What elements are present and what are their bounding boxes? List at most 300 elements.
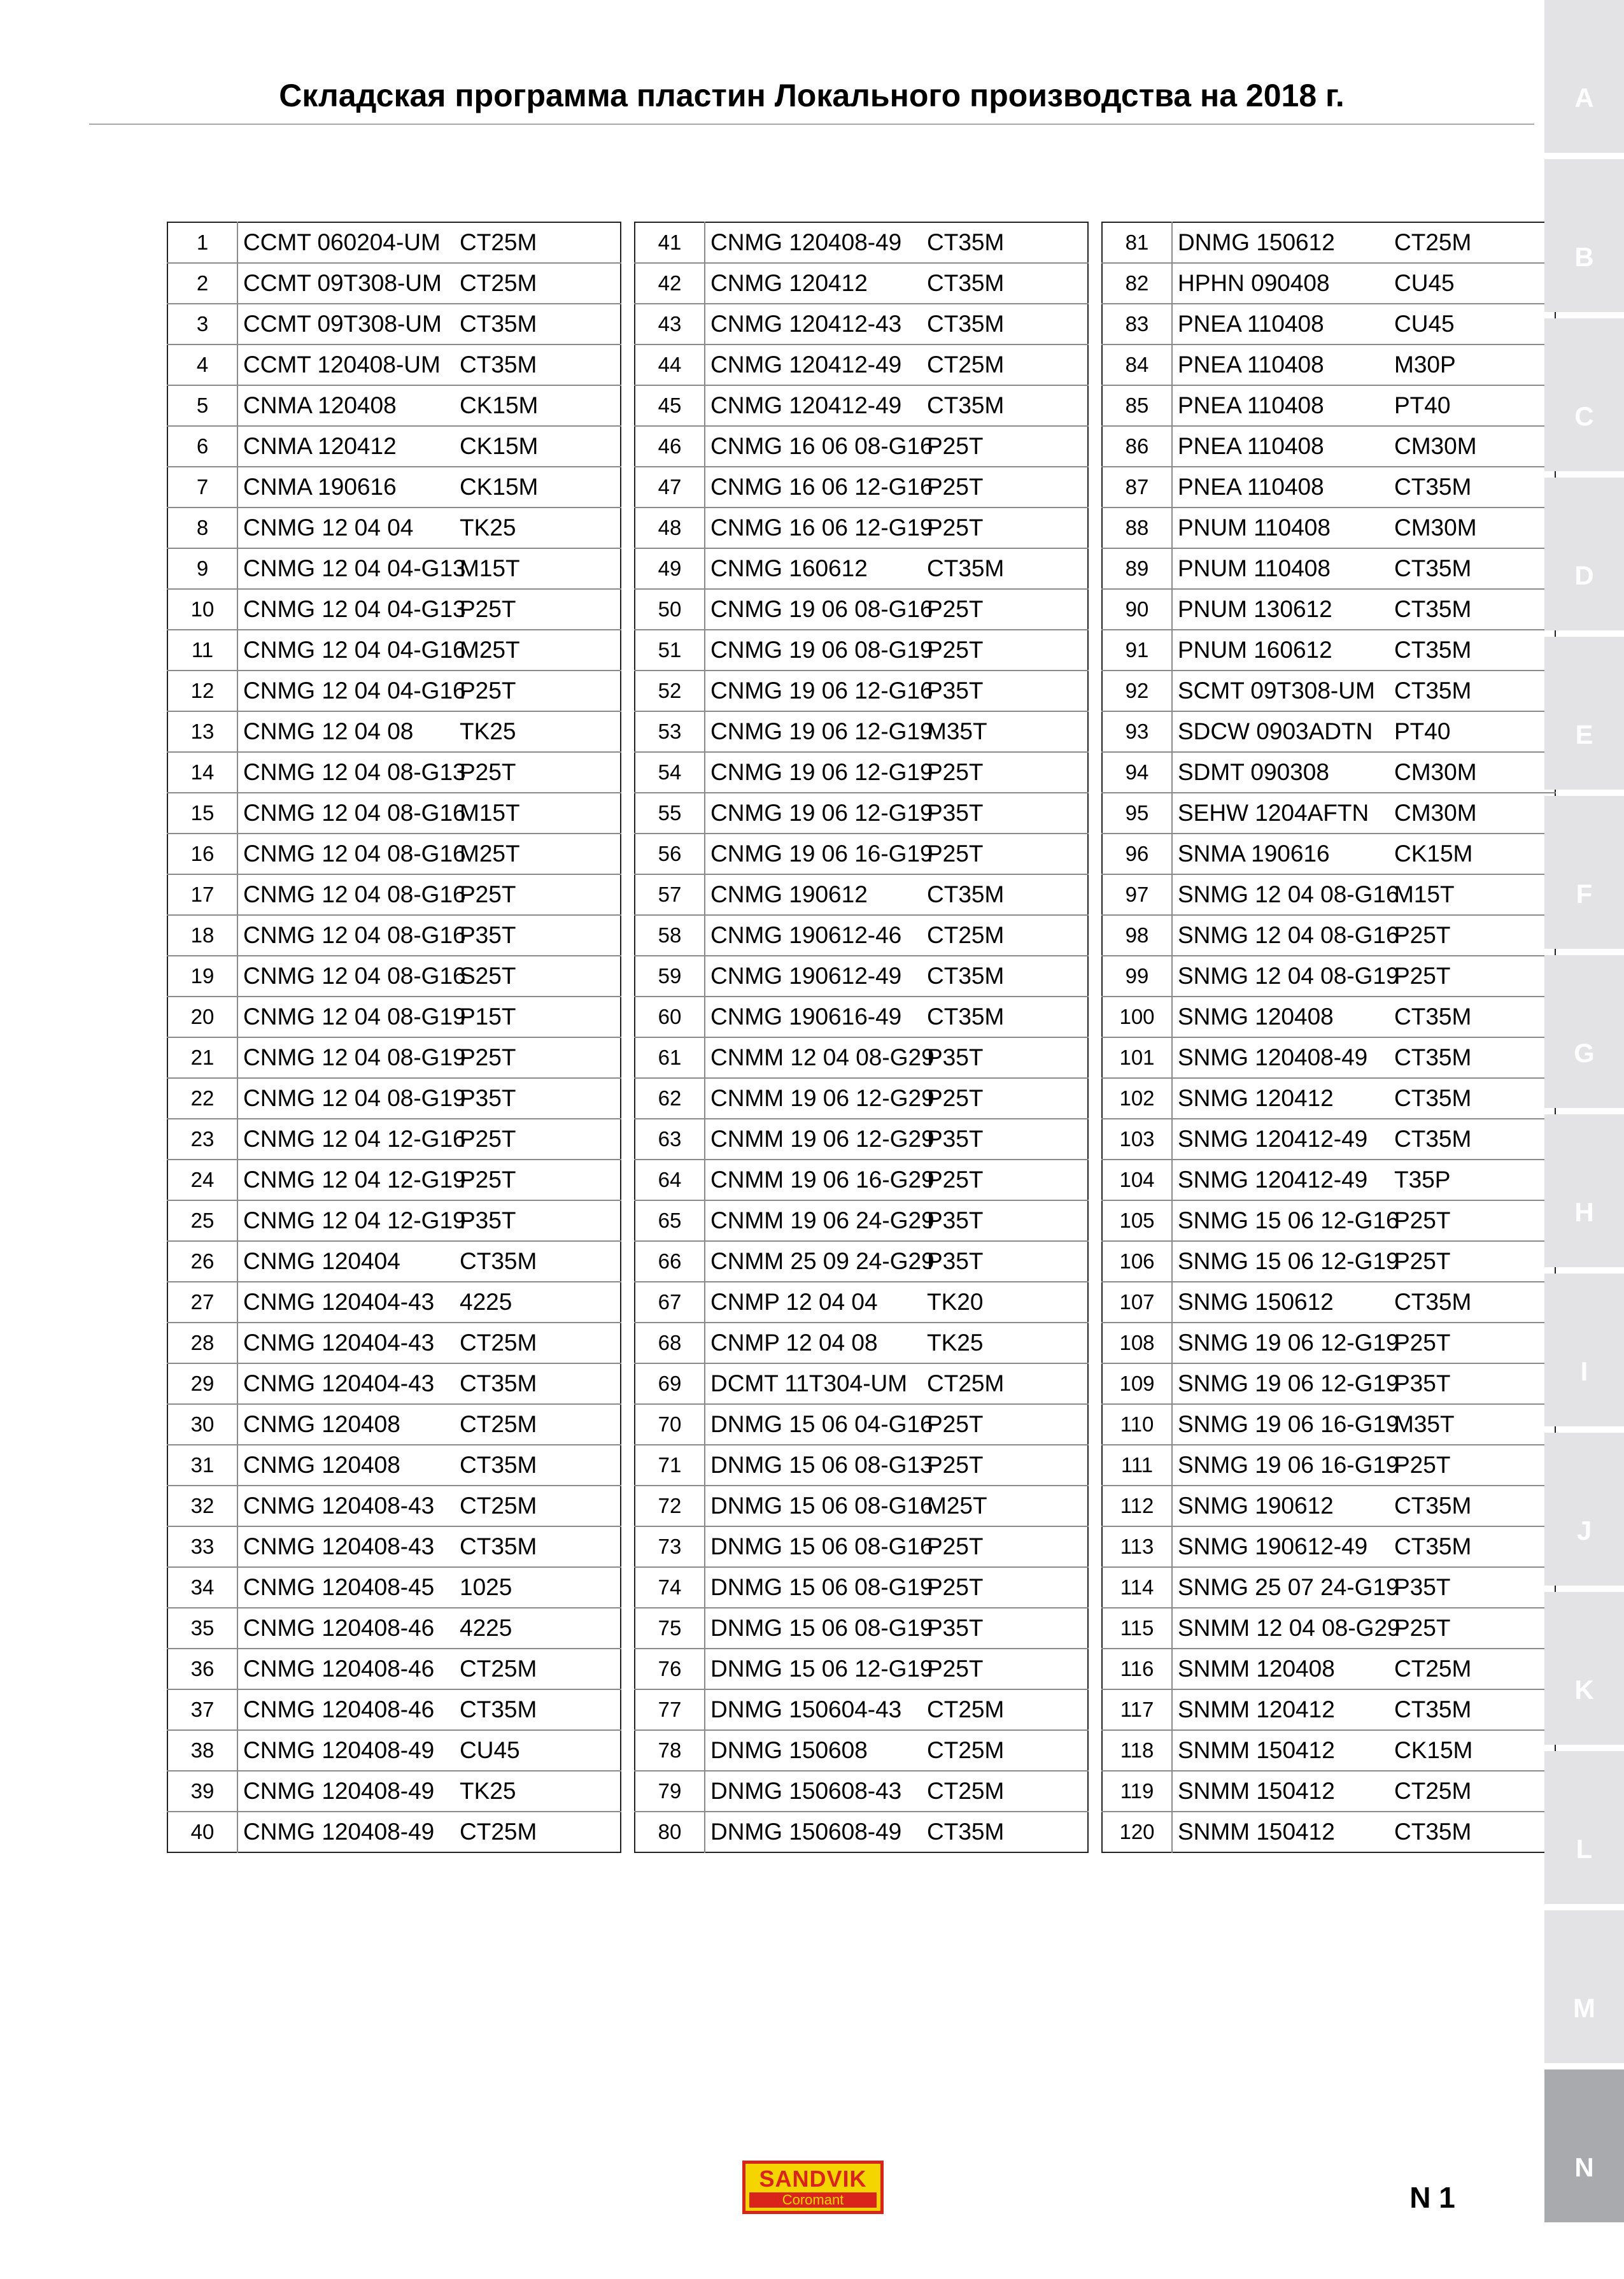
insert-grade: CT25M bbox=[1394, 1656, 1472, 1682]
insert-designation: PNUM 110408 bbox=[1178, 555, 1331, 581]
insert-grade: CT35M bbox=[460, 311, 537, 337]
table-row bbox=[167, 1567, 621, 1608]
insert-designation: CNMG 120412-49 bbox=[710, 392, 902, 418]
insert-grade: CT35M bbox=[460, 1533, 537, 1559]
insert-designation: CNMG 12 04 12-G19 bbox=[243, 1207, 466, 1233]
row-number: 41 bbox=[635, 222, 705, 263]
row-number: 94 bbox=[1102, 752, 1172, 793]
table-row bbox=[635, 589, 1088, 630]
insert-designation: CNMP 12 04 04 bbox=[710, 1289, 878, 1315]
table-row bbox=[635, 1241, 1088, 1282]
insert-grade: M35T bbox=[927, 718, 987, 744]
insert-designation: CNMM 19 06 12-G29 bbox=[710, 1085, 935, 1111]
row-number: 120 bbox=[1102, 1812, 1172, 1852]
insert-cell bbox=[1172, 1486, 1555, 1526]
row-number: 54 bbox=[635, 752, 705, 793]
table-row bbox=[635, 671, 1088, 711]
insert-cell bbox=[237, 752, 621, 793]
insert-designation: CNMG 120408-46 bbox=[243, 1656, 435, 1682]
insert-grade: P25T bbox=[927, 1656, 984, 1682]
table-row bbox=[1102, 1037, 1555, 1078]
insert-cell bbox=[705, 467, 1088, 508]
table-row bbox=[1102, 793, 1555, 834]
insert-designation: CNMG 12 04 08-G16 bbox=[243, 881, 466, 907]
insert-cell bbox=[1172, 997, 1555, 1037]
row-number: 20 bbox=[167, 997, 237, 1037]
table-row bbox=[167, 1812, 621, 1852]
insert-designation: DNMG 150608 bbox=[710, 1737, 868, 1763]
table-row bbox=[635, 1567, 1088, 1608]
row-number: 51 bbox=[635, 630, 705, 671]
insert-cell bbox=[705, 1730, 1088, 1771]
row-number: 109 bbox=[1102, 1363, 1172, 1404]
insert-grade: P15T bbox=[460, 1004, 516, 1030]
tab-g[interactable]: G bbox=[1544, 955, 1624, 1108]
insert-grade: P25T bbox=[1394, 1615, 1451, 1641]
insert-grade: CT35M bbox=[460, 1696, 537, 1722]
row-number: 44 bbox=[635, 344, 705, 385]
table-row bbox=[167, 834, 621, 874]
insert-grade: P25T bbox=[927, 1167, 984, 1193]
insert-cell bbox=[705, 752, 1088, 793]
insert-cell bbox=[237, 263, 621, 304]
insert-designation: DNMG 15 06 08-G19 bbox=[710, 1574, 933, 1600]
insert-cell bbox=[237, 589, 621, 630]
insert-grade: CT35M bbox=[927, 1004, 1005, 1030]
table-row bbox=[167, 874, 621, 915]
row-number: 75 bbox=[635, 1608, 705, 1649]
insert-designation: CNMA 120408 bbox=[243, 392, 397, 418]
table-row bbox=[635, 874, 1088, 915]
insert-designation: CNMG 19 06 12-G19 bbox=[710, 800, 933, 826]
insert-cell bbox=[237, 1649, 621, 1689]
insert-grade: CM30M bbox=[1394, 800, 1477, 826]
insert-grade: CU45 bbox=[1394, 270, 1455, 296]
table-row bbox=[1102, 1119, 1555, 1160]
row-number: 10 bbox=[167, 589, 237, 630]
insert-grade: CT25M bbox=[1394, 229, 1472, 255]
table-row bbox=[167, 1608, 621, 1649]
insert-cell bbox=[705, 1486, 1088, 1526]
insert-grade: P35T bbox=[927, 1615, 984, 1641]
insert-cell bbox=[1172, 834, 1555, 874]
table-row bbox=[167, 752, 621, 793]
table-row bbox=[167, 304, 621, 344]
table-row bbox=[1102, 1241, 1555, 1282]
insert-grade: P35T bbox=[927, 800, 984, 826]
table-row bbox=[167, 1771, 621, 1812]
insert-designation: CNMG 120408 bbox=[243, 1411, 400, 1437]
insert-cell bbox=[237, 385, 621, 426]
insert-grade: CT35M bbox=[1394, 678, 1472, 704]
row-number: 115 bbox=[1102, 1608, 1172, 1649]
insert-cell bbox=[1172, 874, 1555, 915]
table-row bbox=[167, 1689, 621, 1730]
insert-grade: M35T bbox=[1394, 1411, 1455, 1437]
insert-grade: CT35M bbox=[927, 555, 1005, 581]
insert-cell bbox=[1172, 1649, 1555, 1689]
insert-cell bbox=[705, 671, 1088, 711]
insert-grade: TK25 bbox=[927, 1330, 984, 1356]
table-row bbox=[167, 630, 621, 671]
insert-cell bbox=[1172, 793, 1555, 834]
insert-grade: M15T bbox=[1394, 881, 1455, 907]
insert-designation: SNMG 190612 bbox=[1178, 1493, 1334, 1519]
insert-grade: P35T bbox=[460, 1207, 516, 1233]
insert-grade: CT35M bbox=[927, 1819, 1005, 1845]
insert-cell bbox=[237, 1200, 621, 1241]
table-row bbox=[1102, 1282, 1555, 1323]
insert-cell bbox=[705, 793, 1088, 834]
page-number: N 1 bbox=[1409, 2181, 1455, 2214]
row-number: 53 bbox=[635, 711, 705, 752]
insert-grade: P35T bbox=[460, 1085, 516, 1111]
insert-cell bbox=[1172, 1445, 1555, 1486]
insert-grade: CT35M bbox=[927, 963, 1005, 989]
insert-grade: CK15M bbox=[460, 474, 539, 500]
insert-designation: DNMG 150604-43 bbox=[710, 1696, 902, 1722]
table-row bbox=[1102, 752, 1555, 793]
insert-cell bbox=[237, 997, 621, 1037]
table-row bbox=[167, 1078, 621, 1119]
insert-grade: CM30M bbox=[1394, 759, 1477, 785]
logo-brand: SANDVIK bbox=[759, 2166, 867, 2192]
row-number: 37 bbox=[167, 1689, 237, 1730]
insert-cell bbox=[1172, 671, 1555, 711]
insert-designation: CNMG 190612 bbox=[710, 881, 868, 907]
insert-designation: CNMG 12 04 08-G16 bbox=[243, 922, 466, 948]
insert-cell bbox=[705, 508, 1088, 548]
table-row bbox=[635, 426, 1088, 467]
insert-designation: SNMG 190612-49 bbox=[1178, 1533, 1368, 1559]
tab-l[interactable]: L bbox=[1544, 1751, 1624, 1904]
row-number: 3 bbox=[167, 304, 237, 344]
insert-designation: CNMG 190612-49 bbox=[710, 963, 902, 989]
insert-grade: P35T bbox=[927, 1248, 984, 1274]
insert-designation: SNMG 12 04 08-G19 bbox=[1178, 963, 1399, 989]
insert-grade: P35T bbox=[927, 1207, 984, 1233]
tab-e[interactable]: E bbox=[1544, 637, 1624, 790]
insert-cell bbox=[1172, 1078, 1555, 1119]
tab-i[interactable]: I bbox=[1544, 1274, 1624, 1426]
insert-cell bbox=[705, 874, 1088, 915]
insert-designation: CCMT 09T308-UM bbox=[243, 311, 442, 337]
insert-grade: P25T bbox=[1394, 922, 1451, 948]
insert-cell bbox=[237, 1363, 621, 1404]
row-number: 55 bbox=[635, 793, 705, 834]
insert-grade: CT25M bbox=[927, 922, 1005, 948]
insert-grade: CU45 bbox=[460, 1737, 520, 1763]
tab-j[interactable]: J bbox=[1544, 1433, 1624, 1586]
row-number: 113 bbox=[1102, 1526, 1172, 1567]
insert-designation: CNMG 19 06 16-G19 bbox=[710, 841, 933, 867]
table-row bbox=[1102, 1363, 1555, 1404]
insert-designation: SNMG 19 06 16-G19 bbox=[1178, 1411, 1399, 1437]
table-row bbox=[635, 1689, 1088, 1730]
insert-cell bbox=[1172, 344, 1555, 385]
table-row bbox=[635, 1812, 1088, 1852]
insert-designation: CNMP 12 04 08 bbox=[710, 1330, 878, 1356]
title-divider bbox=[89, 124, 1534, 125]
insert-designation: PNEA 110408 bbox=[1178, 351, 1324, 378]
insert-cell bbox=[237, 1078, 621, 1119]
insert-grade: CT35M bbox=[460, 1248, 537, 1274]
insert-designation: CNMG 12 04 08-G16 bbox=[243, 800, 466, 826]
insert-designation: PNUM 130612 bbox=[1178, 596, 1332, 622]
insert-grade: CK15M bbox=[460, 433, 539, 459]
insert-grade: P25T bbox=[927, 1085, 984, 1111]
insert-designation: SDCW 0903ADTN bbox=[1178, 718, 1373, 744]
row-number: 76 bbox=[635, 1649, 705, 1689]
table-row bbox=[1102, 1200, 1555, 1241]
row-number: 106 bbox=[1102, 1241, 1172, 1282]
table-row bbox=[635, 1282, 1088, 1323]
table-row bbox=[1102, 874, 1555, 915]
insert-cell bbox=[237, 671, 621, 711]
insert-cell bbox=[237, 1771, 621, 1812]
row-number: 13 bbox=[167, 711, 237, 752]
insert-cell bbox=[1172, 1567, 1555, 1608]
table-row bbox=[167, 548, 621, 589]
table-row bbox=[167, 1282, 621, 1323]
insert-designation: SNMM 150412 bbox=[1178, 1737, 1335, 1763]
table-row bbox=[1102, 1078, 1555, 1119]
table-row bbox=[167, 671, 621, 711]
insert-cell bbox=[705, 1404, 1088, 1445]
row-number: 24 bbox=[167, 1160, 237, 1200]
insert-grade: P25T bbox=[460, 596, 516, 622]
insert-grade: CT35M bbox=[1394, 637, 1472, 663]
row-number: 15 bbox=[167, 793, 237, 834]
row-number: 28 bbox=[167, 1323, 237, 1363]
insert-grade: CT25M bbox=[460, 270, 537, 296]
row-number: 17 bbox=[167, 874, 237, 915]
row-number: 57 bbox=[635, 874, 705, 915]
insert-cell bbox=[237, 1730, 621, 1771]
table-row bbox=[167, 1037, 621, 1078]
row-number: 118 bbox=[1102, 1730, 1172, 1771]
row-number: 46 bbox=[635, 426, 705, 467]
row-number: 83 bbox=[1102, 304, 1172, 344]
insert-cell bbox=[705, 548, 1088, 589]
row-number: 32 bbox=[167, 1486, 237, 1526]
insert-cell bbox=[237, 1282, 621, 1323]
table-row bbox=[635, 1608, 1088, 1649]
insert-designation: CNMG 120408-45 bbox=[243, 1574, 435, 1600]
row-number: 49 bbox=[635, 548, 705, 589]
insert-designation: PNEA 110408 bbox=[1178, 433, 1324, 459]
row-number: 25 bbox=[167, 1200, 237, 1241]
table-row bbox=[167, 793, 621, 834]
row-number: 27 bbox=[167, 1282, 237, 1323]
insert-designation: SNMM 120408 bbox=[1178, 1656, 1335, 1682]
row-number: 92 bbox=[1102, 671, 1172, 711]
insert-grade: P35T bbox=[927, 1126, 984, 1152]
table-row bbox=[1102, 548, 1555, 589]
insert-grade: CT25M bbox=[460, 229, 537, 255]
insert-designation: DNMG 150608-49 bbox=[710, 1819, 902, 1845]
insert-grade: CT35M bbox=[460, 1452, 537, 1478]
insert-cell bbox=[237, 1812, 621, 1852]
tab-k[interactable]: K bbox=[1544, 1592, 1624, 1745]
insert-cell bbox=[705, 1567, 1088, 1608]
insert-designation: SNMG 15 06 12-G19 bbox=[1178, 1248, 1399, 1274]
insert-designation: CNMG 160612 bbox=[710, 555, 868, 581]
insert-cell bbox=[1172, 1119, 1555, 1160]
insert-grade: CT25M bbox=[460, 1656, 537, 1682]
row-number: 43 bbox=[635, 304, 705, 344]
row-number: 91 bbox=[1102, 630, 1172, 671]
insert-grade: CT35M bbox=[1394, 1493, 1472, 1519]
insert-grade: CT35M bbox=[1394, 1533, 1472, 1559]
row-number: 30 bbox=[167, 1404, 237, 1445]
table-row bbox=[1102, 222, 1555, 263]
table-row bbox=[635, 1526, 1088, 1567]
table-row bbox=[1102, 1689, 1555, 1730]
insert-cell bbox=[237, 304, 621, 344]
insert-cell bbox=[1172, 1200, 1555, 1241]
row-number: 11 bbox=[167, 630, 237, 671]
row-number: 82 bbox=[1102, 263, 1172, 304]
insert-cell bbox=[1172, 589, 1555, 630]
insert-cell bbox=[1172, 548, 1555, 589]
table-row bbox=[167, 385, 621, 426]
row-number: 98 bbox=[1102, 915, 1172, 956]
insert-cell bbox=[237, 1689, 621, 1730]
insert-grade: CM30M bbox=[1394, 515, 1477, 541]
insert-grade: P25T bbox=[927, 1574, 984, 1600]
insert-grade: 4225 bbox=[460, 1289, 512, 1315]
insert-cell bbox=[705, 956, 1088, 997]
insert-cell bbox=[705, 385, 1088, 426]
table-row bbox=[635, 548, 1088, 589]
insert-cell bbox=[237, 222, 621, 263]
insert-cell bbox=[237, 915, 621, 956]
page-title: Складская программа пластин Локального производства на 2018 г. bbox=[279, 78, 1345, 113]
insert-grade: P35T bbox=[460, 922, 516, 948]
insert-designation: CNMG 120408-46 bbox=[243, 1615, 435, 1641]
row-number: 84 bbox=[1102, 344, 1172, 385]
row-number: 63 bbox=[635, 1119, 705, 1160]
insert-designation: SNMA 190616 bbox=[1178, 841, 1330, 867]
insert-designation: CNMG 12 04 12-G19 bbox=[243, 1167, 466, 1193]
row-number: 68 bbox=[635, 1323, 705, 1363]
table-row bbox=[1102, 304, 1555, 344]
table-row bbox=[635, 1404, 1088, 1445]
row-number: 87 bbox=[1102, 467, 1172, 508]
insert-grade: CT35M bbox=[1394, 1289, 1472, 1315]
row-number: 64 bbox=[635, 1160, 705, 1200]
insert-designation: DNMG 15 06 04-G16 bbox=[710, 1411, 933, 1437]
insert-designation: CCMT 09T308-UM bbox=[243, 270, 442, 296]
table-row bbox=[1102, 997, 1555, 1037]
insert-designation: DNMG 150608-43 bbox=[710, 1778, 902, 1804]
insert-designation: SCMT 09T308-UM bbox=[1178, 678, 1375, 704]
insert-table-column-1 bbox=[167, 222, 621, 1853]
insert-grade: CT35M bbox=[1394, 1004, 1472, 1030]
row-number: 117 bbox=[1102, 1689, 1172, 1730]
tab-m[interactable]: M bbox=[1544, 1910, 1624, 2063]
tab-b[interactable]: B bbox=[1544, 159, 1624, 312]
insert-cell bbox=[237, 834, 621, 874]
insert-grade: CM30M bbox=[1394, 433, 1477, 459]
insert-grade: 4225 bbox=[460, 1615, 512, 1641]
row-number: 34 bbox=[167, 1567, 237, 1608]
insert-designation: CNMG 19 06 08-G16 bbox=[710, 596, 933, 622]
insert-cell bbox=[237, 1526, 621, 1567]
insert-designation: SNMM 12 04 08-G29 bbox=[1178, 1615, 1401, 1641]
insert-grade: CT35M bbox=[460, 351, 537, 378]
row-number: 5 bbox=[167, 385, 237, 426]
table-row bbox=[635, 1200, 1088, 1241]
insert-cell bbox=[705, 1445, 1088, 1486]
insert-designation: CNMG 120412 bbox=[710, 270, 868, 296]
insert-designation: CNMG 190612-46 bbox=[710, 922, 902, 948]
insert-designation: CNMG 120404-43 bbox=[243, 1289, 435, 1315]
row-number: 103 bbox=[1102, 1119, 1172, 1160]
tab-n[interactable]: N bbox=[1544, 2070, 1624, 2222]
insert-cell bbox=[237, 467, 621, 508]
row-number: 7 bbox=[167, 467, 237, 508]
row-number: 108 bbox=[1102, 1323, 1172, 1363]
insert-grade: T35P bbox=[1394, 1167, 1451, 1193]
insert-table-column-2 bbox=[634, 222, 1089, 1853]
insert-cell bbox=[237, 711, 621, 752]
row-number: 23 bbox=[167, 1119, 237, 1160]
row-number: 81 bbox=[1102, 222, 1172, 263]
tab-h[interactable]: H bbox=[1544, 1114, 1624, 1267]
insert-cell bbox=[237, 344, 621, 385]
table-row bbox=[635, 915, 1088, 956]
insert-grade: CT35M bbox=[1394, 555, 1472, 581]
table-row bbox=[1102, 1608, 1555, 1649]
row-number: 66 bbox=[635, 1241, 705, 1282]
insert-cell bbox=[1172, 1282, 1555, 1323]
tab-c[interactable]: C bbox=[1544, 318, 1624, 471]
insert-cell bbox=[237, 426, 621, 467]
insert-grade: CT35M bbox=[927, 229, 1005, 255]
insert-cell bbox=[237, 874, 621, 915]
insert-designation: SNMM 120412 bbox=[1178, 1696, 1335, 1722]
insert-cell bbox=[237, 1486, 621, 1526]
row-number: 90 bbox=[1102, 589, 1172, 630]
insert-grade: CT25M bbox=[927, 351, 1005, 378]
insert-designation: SNMG 25 07 24-G19 bbox=[1178, 1574, 1399, 1600]
table-row bbox=[635, 997, 1088, 1037]
table-row bbox=[635, 1649, 1088, 1689]
tab-d[interactable]: D bbox=[1544, 478, 1624, 630]
insert-designation: CNMG 12 04 04 bbox=[243, 515, 414, 541]
insert-grade: M25T bbox=[460, 841, 520, 867]
table-row bbox=[167, 589, 621, 630]
insert-cell bbox=[1172, 1526, 1555, 1567]
insert-cell bbox=[1172, 915, 1555, 956]
tab-f[interactable]: F bbox=[1544, 796, 1624, 949]
insert-designation: SDMT 090308 bbox=[1178, 759, 1329, 785]
insert-grade: CT35M bbox=[927, 311, 1005, 337]
table-row bbox=[1102, 508, 1555, 548]
row-number: 9 bbox=[167, 548, 237, 589]
tab-a[interactable]: A bbox=[1544, 0, 1624, 153]
insert-grade: CT35M bbox=[1394, 1819, 1472, 1845]
row-number: 47 bbox=[635, 467, 705, 508]
table-row bbox=[635, 344, 1088, 385]
insert-designation: CNMM 25 09 24-G29 bbox=[710, 1248, 935, 1274]
row-number: 112 bbox=[1102, 1486, 1172, 1526]
insert-grade: M25T bbox=[927, 1493, 987, 1519]
row-number: 74 bbox=[635, 1567, 705, 1608]
row-number: 56 bbox=[635, 834, 705, 874]
